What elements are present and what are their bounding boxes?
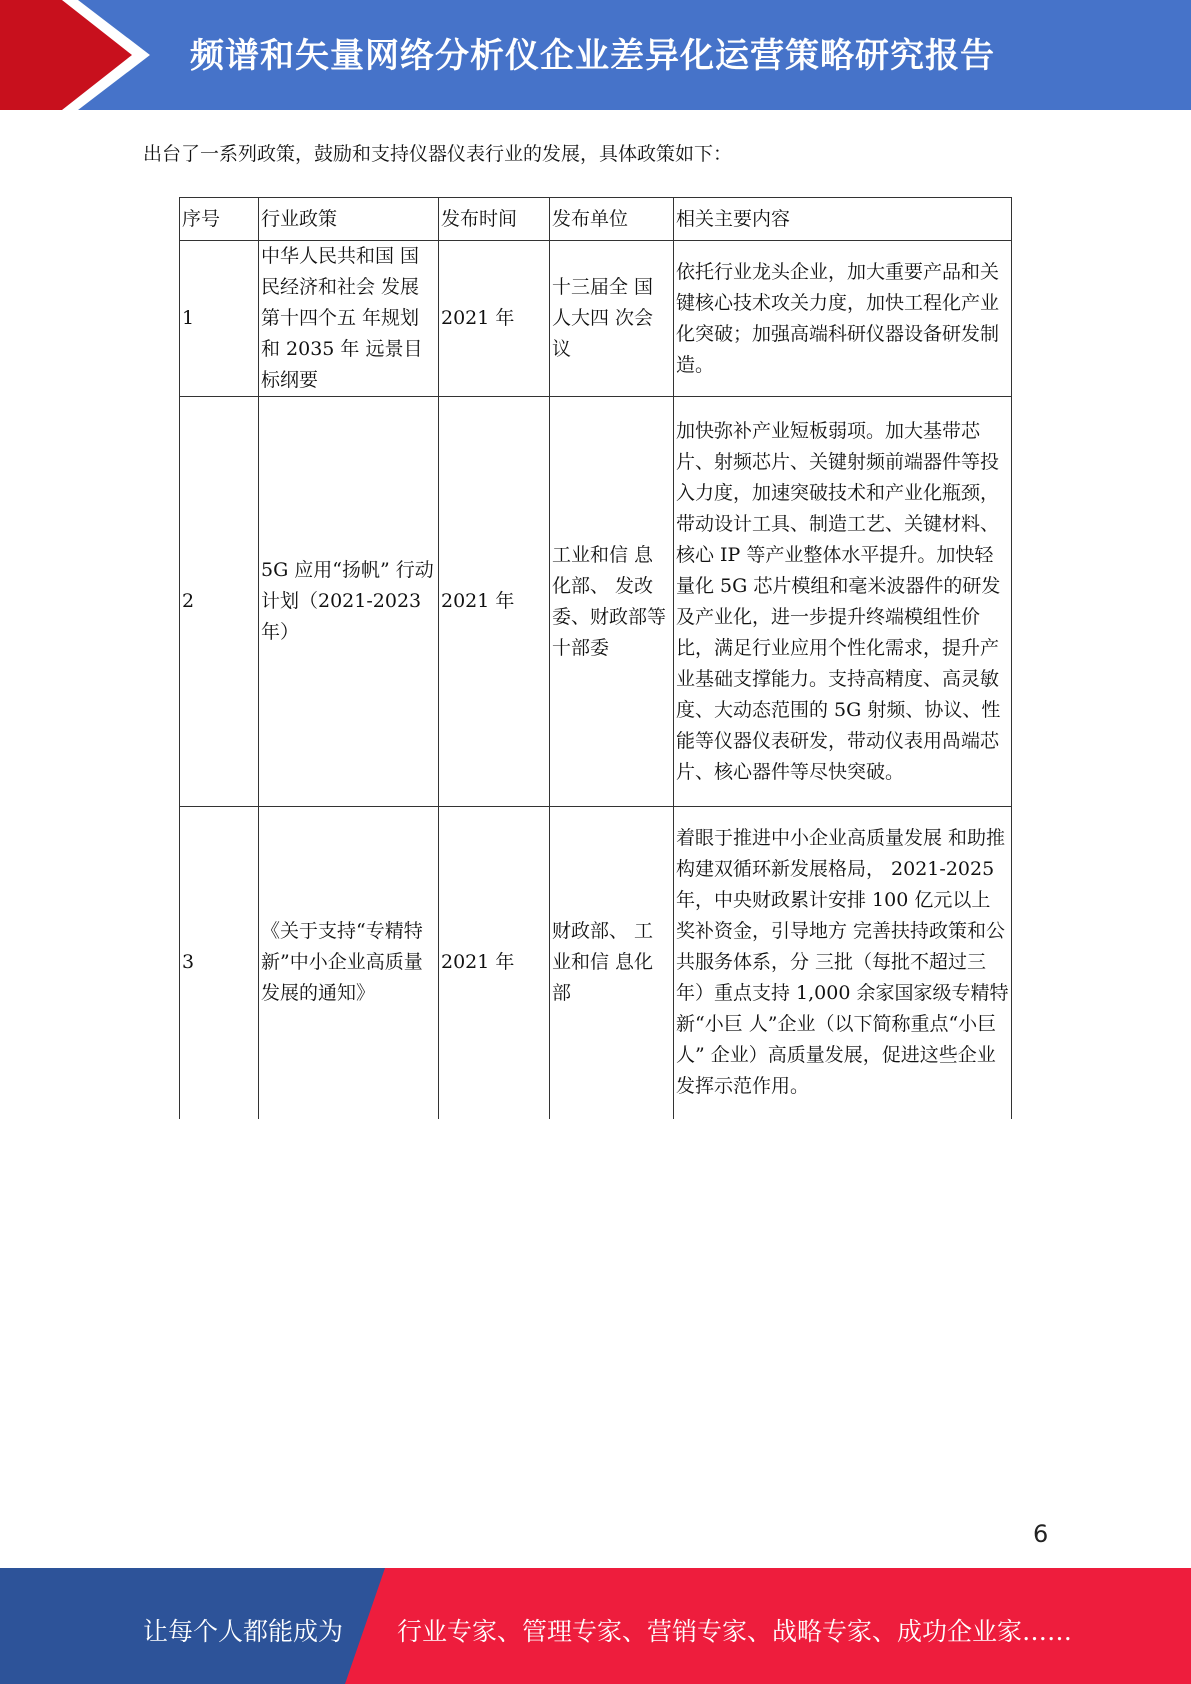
cell-issuer: 财政部、 工业和信 息化部 [550,807,674,1119]
cell-content: 依托行业龙头企业，加大重要产品和关键核心技术攻关力度，加快工程化产业化突破；加强高端科研仪器设备研发制造。 [674,241,1012,397]
table-row [180,807,1012,1119]
cell-date: 2021 年 [439,241,550,397]
cell-issuer: 十三届全 国人大四 次会议 [550,241,674,397]
cell-issuer: 工业和信 息化部、 发改委、财政部等 十部委 [550,397,674,807]
header-date: 发布时间 [439,198,550,241]
header-issuer: 发布单位 [550,198,674,241]
footer-slogan-left: 让每个人都能成为 [143,1617,344,1646]
cell-no: 1 [180,241,259,397]
page-number: 6 [1033,1520,1049,1548]
cell-content: 加快弥补产业短板弱项。加大基带芯片、射频芯片、关键射频前端器件等投入力度，加速突破技术和产业化瓶颈，带动设计工具、制造工艺、关键材料、核心 IP 等产业整体水平提升。加快轻量化 5G 芯片模组和毫米波器件的研发及产业化，进一步提升终端模组性价比，满足行业应用个性化需求，提升产业基础支撑能力。支持高精度、高灵敏度、大动态范围的 5G 射频、协议、性能等仪器仪表研发，带动仪表用咼端芯片、核心器件等尽快突破。 [674,397,1012,807]
footer-banner [0,1568,1191,1684]
cell-content: 着眼于推进中小企业高质量发展 和助推构建双循环新发展格局， 2021-2025 年，中央财政累计安排 100 亿元以上奖补资金，引导地方 完善扶持政策和公共服务体系，分 三批（每批不超过三年）重点支持 1,000 余家国家级专精特新“小巨 人”企业（以下简称重点“小巨人” 企业）高质量发展，促进这些企业 发挥示范作用。 [674,807,1012,1119]
table-row [180,241,1012,397]
cell-no: 2 [180,397,259,807]
header-policy: 行业政策 [259,198,439,241]
cell-policy: 《关于支持“专精特新”中小企业高质量发展的通知》 [259,807,439,1119]
footer-slogan-right: 行业专家、管理专家、营销专家、战略专家、成功企业家…… [397,1617,1073,1646]
header-banner [0,0,1191,110]
cell-policy: 5G 应用“扬帆” 行动计划（2021-2023 年） [259,397,439,807]
policy-table [179,197,1012,1119]
table-header-row [180,198,1012,241]
table-row [180,397,1012,807]
header-no: 序号 [180,198,259,241]
cell-no: 3 [180,807,259,1119]
cell-policy: 中华人民共和国 国民经济和社会 发展第十四个五 年规划和 2035 年 远景目标纲要 [259,241,439,397]
cell-date: 2021 年 [439,807,550,1119]
intro-paragraph: 出台了一系列政策，鼓励和支持仪器仪表行业的发展，具体政策如下： [143,143,733,165]
header-content: 相关主要内容 [674,198,1012,241]
report-title: 频谱和矢量网络分析仪企业差异化运营策略研究报告 [190,36,995,76]
cell-date: 2021 年 [439,397,550,807]
